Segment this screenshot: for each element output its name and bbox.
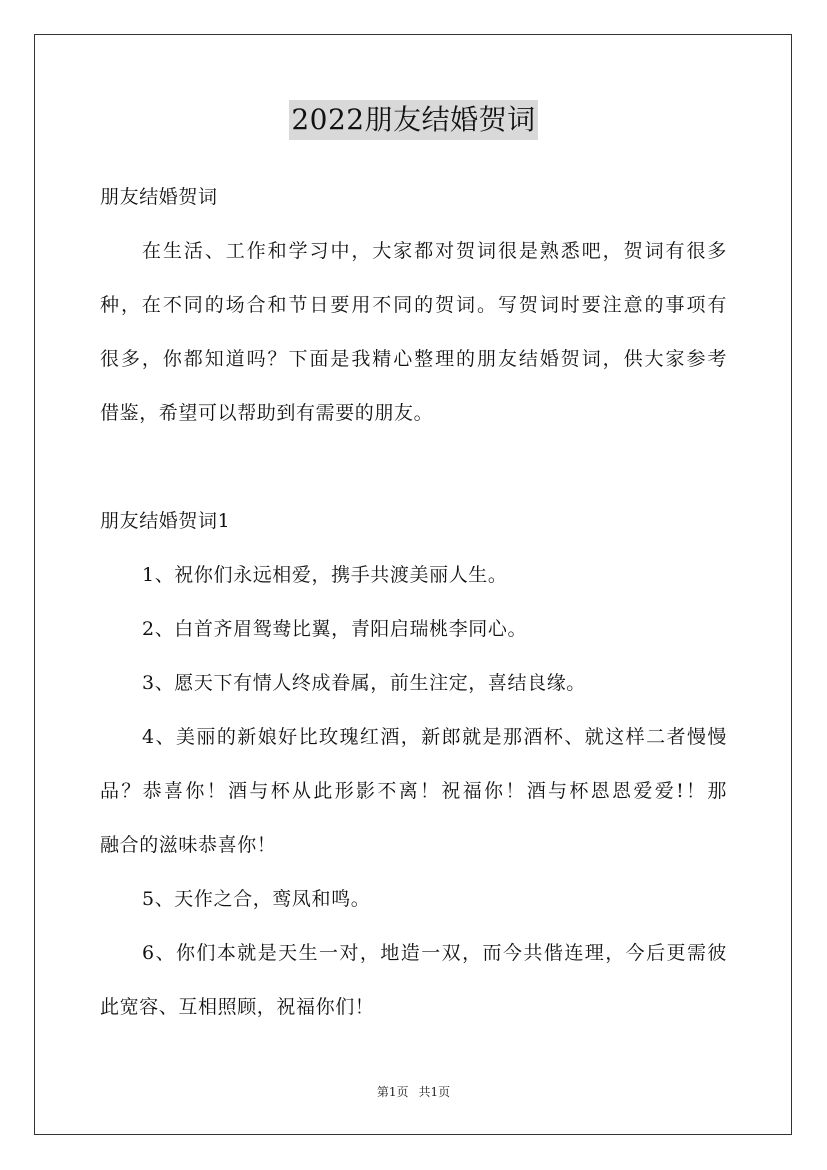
- list-item: 5、天作之合，鸾凤和鸣。: [142, 888, 371, 910]
- page-number-total: 共1页: [418, 1085, 451, 1099]
- list-item: 3、愿天下有情人终成眷属，前生注定，喜结良缘。: [142, 672, 586, 694]
- list-item-line: 品？恭喜你！酒与杯从此形影不离！祝福你！酒与杯恩恩爱爱!！那: [100, 780, 727, 802]
- page-footer: [0, 1083, 827, 1101]
- intro-line: 在生活、工作和学习中，大家都对贺词很是熟悉吧，贺词有很多: [142, 240, 727, 262]
- document-title: 2022朋友结婚贺词: [289, 100, 537, 140]
- title-container: [0, 100, 827, 140]
- list-item: 1、祝你们永远相爱，携手共渡美丽人生。: [142, 564, 508, 586]
- page-number-current: 第1页: [376, 1085, 409, 1099]
- list-item-line: 6、你们本就是天生一对，地造一双，而今共偕连理，今后更需彼: [142, 942, 727, 964]
- list-item: 2、白首齐眉鸳鸯比翼，青阳启瑞桃李同心。: [142, 618, 528, 640]
- subtitle: 朋友结婚贺词: [100, 186, 218, 208]
- list-item-line: 此宽容、互相照顾，祝福你们！: [100, 996, 375, 1018]
- section-heading: 朋友结婚贺词1: [100, 510, 231, 532]
- list-item-line: 4、美丽的新娘好比玫瑰红酒，新郎就是那酒杯、就这样二者慢慢: [142, 726, 727, 748]
- list-item-line: 融合的滋味恭喜你！: [100, 834, 277, 856]
- intro-line: 很多，你都知道吗？下面是我精心整理的朋友结婚贺词，供大家参考: [100, 348, 727, 370]
- document-body: [100, 170, 727, 1034]
- paragraph-gap: [100, 440, 727, 494]
- intro-line: 种，在不同的场合和节日要用不同的贺词。写贺词时要注意的事项有: [100, 294, 727, 316]
- intro-line: 借鉴，希望可以帮助到有需要的朋友。: [100, 402, 434, 424]
